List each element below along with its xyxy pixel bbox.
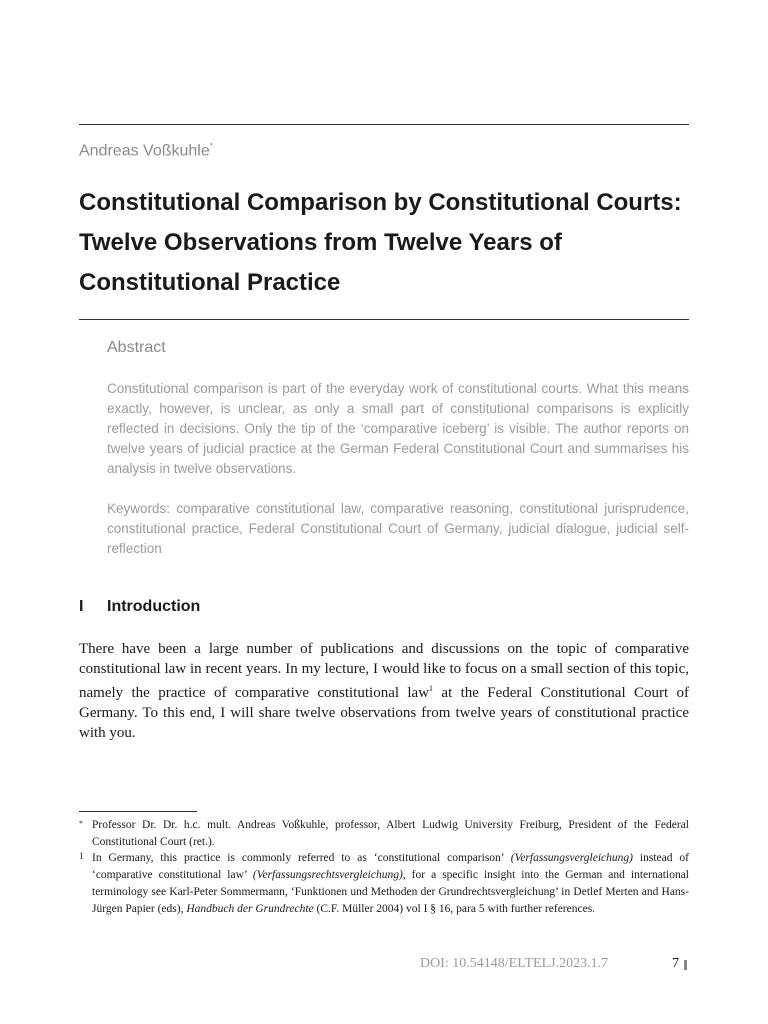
footnote-ref-1[interactable]: 1 — [429, 684, 434, 693]
section-title: Introduction — [107, 598, 201, 615]
abstract-heading: Abstract — [107, 339, 166, 356]
title-rule — [79, 319, 689, 320]
footnote-mark: * — [79, 819, 83, 828]
body-paragraph: There have been a large number of publications and discussions on the topic of comparative constitutional law in recent years. In my lecture, I would like to focus on a small section of this topic, namely the practice of comparative constitutional law$^1$ at the Federal Constitutional Court of Germany. To this end, I will share twelve observations from twelve years of constitutional practice with you. — [79, 641, 689, 741]
section-number: I — [79, 598, 84, 615]
page-marker — [684, 960, 687, 970]
author-footnote-mark[interactable]: * — [209, 141, 214, 151]
keywords: Keywords: comparative constitutional law, comparative reasoning, constitutional jurisprudence, constitutional practice, Federal Constitutional Court of Germany, judicial dialogue, judicial self-reflection — [107, 501, 689, 556]
author-name: Andreas Voßkuhle* — [79, 141, 214, 160]
section-heading — [79, 598, 200, 616]
article-title: Constitutional Comparison by Constitutional Courts: Twelve Observations from Twelve Years of Constitutional Practice — [79, 189, 682, 296]
abstract-text: Constitutional comparison is part of the everyday work of constitutional courts. What this means exactly, however, is unclear, as only a small part of constitutional comparisons is explicitly reflected in decisions. Only the tip of the ‘comparative iceberg’ is visible. The author reports on twelve years of judicial practice at the German Federal Constitutional Court and summarises his analysis in twelve observations. — [107, 381, 689, 476]
footnote-star — [79, 817, 689, 851]
footnote-1 — [79, 850, 689, 918]
page-number: 7 — [672, 956, 679, 971]
footnote-text: Professor Dr. Dr. h.c. mult. Andreas Voßkuhle, professor, Albert Ludwig University Freiburg, President of the Federal Constitutional Court (ret.). — [92, 819, 689, 848]
footnote-rule — [79, 811, 197, 812]
footnote-mark: 1 — [79, 851, 84, 861]
doi-link[interactable]: DOI: 10.54148/ELTELJ.2023.1.7 — [420, 956, 609, 971]
top-rule — [79, 124, 689, 125]
footnote-text: In Germany, this practice is commonly referred to as ‘constitutional comparison’ (Verfassungsvergleichung) instead of ‘comparative constitutional law’ (Verfassungsrechtsvergleichung), for a specific insight into the German and international terminology see Karl-Peter Sommermann, ‘Funktionen und Methoden der Grundrechtsvergleichung’ in Detlef Merten and Hans-Jürgen Papier (eds), Handbuch der Grundrechte (C.F. Müller 2004) vol I § 16, para 5 with further references. — [92, 852, 689, 915]
